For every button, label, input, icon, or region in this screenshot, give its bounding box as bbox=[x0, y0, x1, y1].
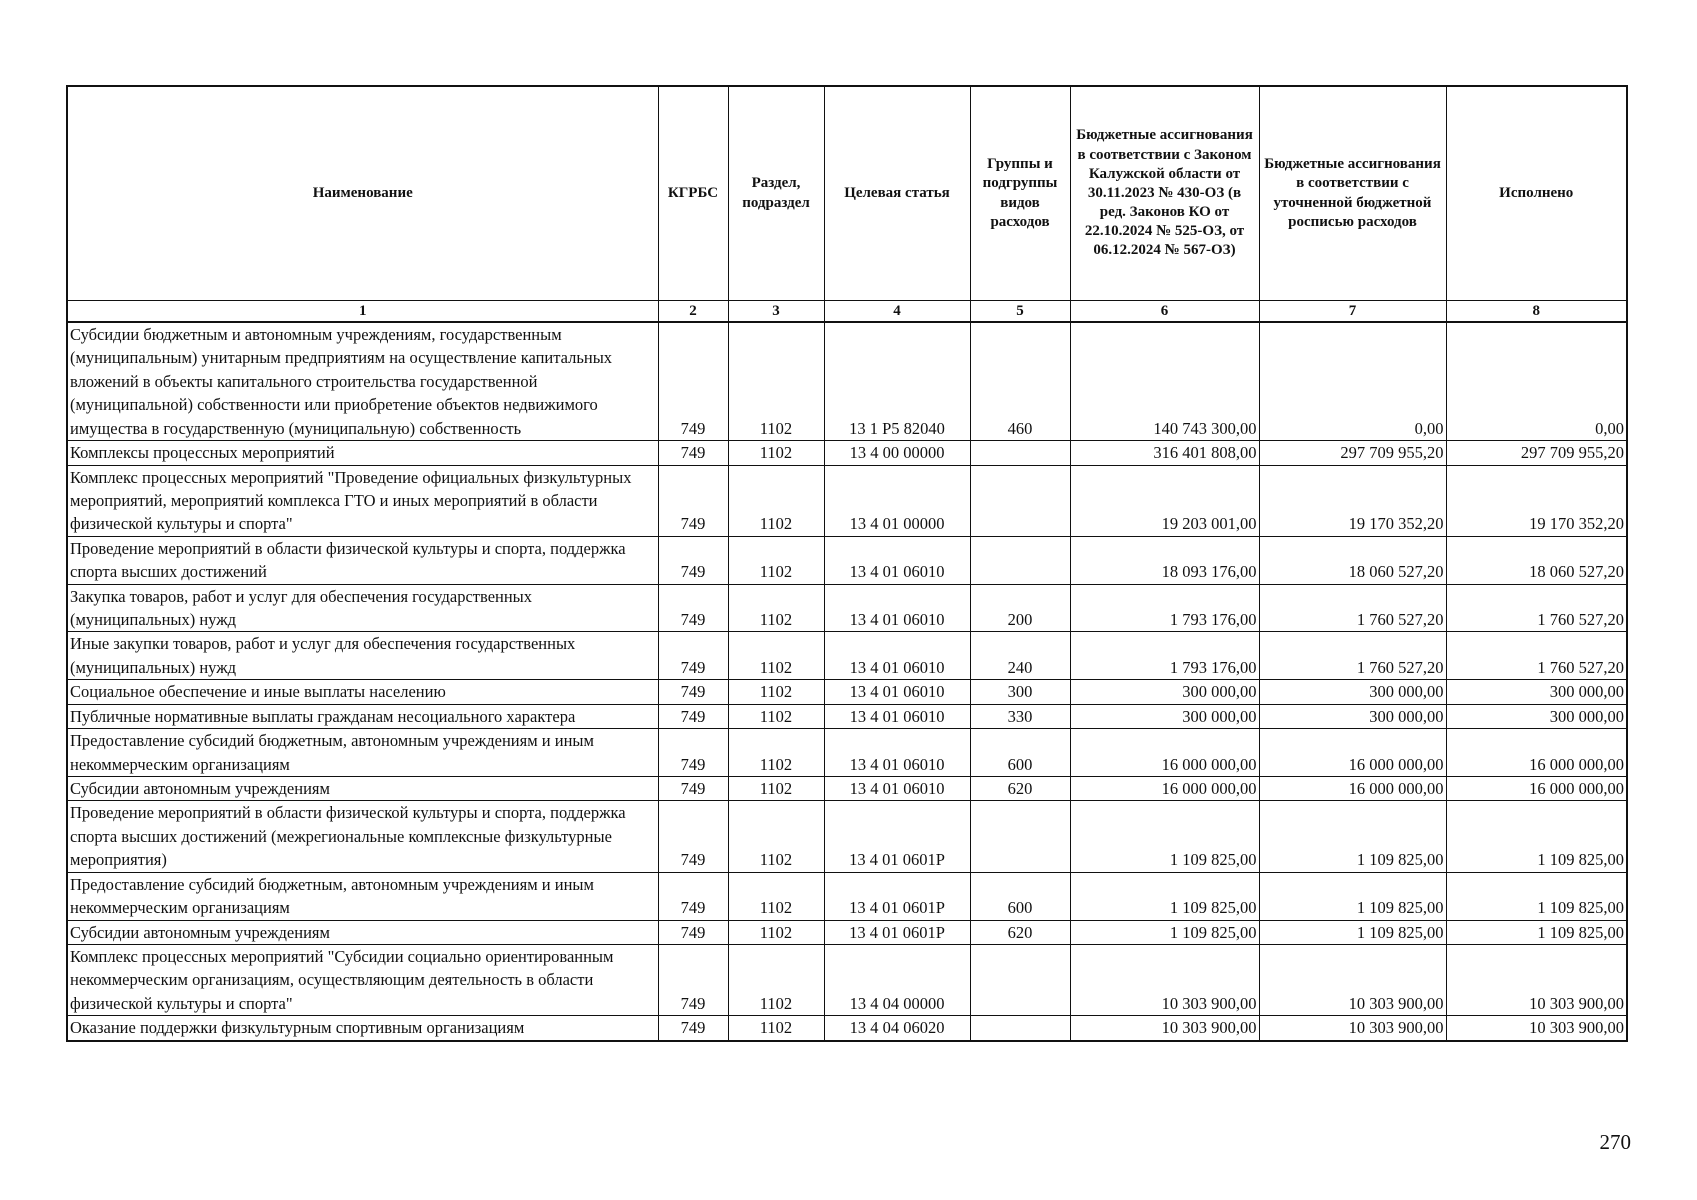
row-name: Публичные нормативные выплаты гражданам несоциального характера bbox=[67, 704, 658, 728]
row-roster-allocation: 1 109 825,00 bbox=[1259, 872, 1446, 920]
row-expense-group bbox=[970, 536, 1070, 584]
page-number: 270 bbox=[1599, 1130, 1631, 1154]
row-expense-group bbox=[970, 465, 1070, 536]
column-number-row bbox=[67, 301, 1627, 323]
header-target-article: Целевая статья bbox=[824, 86, 970, 301]
row-law-allocation: 300 000,00 bbox=[1070, 680, 1259, 704]
row-law-allocation: 1 109 825,00 bbox=[1070, 920, 1259, 944]
column-number: 5 bbox=[970, 301, 1070, 323]
row-expense-group bbox=[970, 441, 1070, 465]
row-kgrbs: 749 bbox=[658, 872, 728, 920]
row-kgrbs: 749 bbox=[658, 777, 728, 801]
row-executed: 1 109 825,00 bbox=[1446, 801, 1627, 872]
table-row bbox=[67, 536, 1627, 584]
row-roster-allocation: 1 109 825,00 bbox=[1259, 920, 1446, 944]
row-expense-group: 330 bbox=[970, 704, 1070, 728]
row-roster-allocation: 297 709 955,20 bbox=[1259, 441, 1446, 465]
row-law-allocation: 140 743 300,00 bbox=[1070, 322, 1259, 441]
row-law-allocation: 1 109 825,00 bbox=[1070, 872, 1259, 920]
row-executed: 1 109 825,00 bbox=[1446, 872, 1627, 920]
row-name: Комплекс процессных мероприятий "Проведение официальных физкультурных мероприятий, мероприятий комплекса ГТО и иных мероприятий в области физической культуры и спорта" bbox=[67, 465, 658, 536]
row-law-allocation: 1 109 825,00 bbox=[1070, 801, 1259, 872]
row-expense-group: 300 bbox=[970, 680, 1070, 704]
row-executed: 1 760 527,20 bbox=[1446, 584, 1627, 632]
row-name: Субсидии бюджетным и автономным учреждениям, государственным (муниципальным) унитарным предприятиям на осуществление капитальных вложений в объекты капитального строительства государственной (муниципальной) собственности или приобретение объектов недвижимого имущества в государственную (муниципальную) собственность bbox=[67, 322, 658, 441]
row-law-allocation: 16 000 000,00 bbox=[1070, 729, 1259, 777]
row-section: 1102 bbox=[728, 920, 824, 944]
row-executed: 18 060 527,20 bbox=[1446, 536, 1627, 584]
row-section: 1102 bbox=[728, 704, 824, 728]
row-section: 1102 bbox=[728, 777, 824, 801]
row-target-article: 13 4 01 06010 bbox=[824, 584, 970, 632]
row-roster-allocation: 1 760 527,20 bbox=[1259, 584, 1446, 632]
row-section: 1102 bbox=[728, 872, 824, 920]
row-target-article: 13 4 04 00000 bbox=[824, 944, 970, 1015]
row-roster-allocation: 10 303 900,00 bbox=[1259, 944, 1446, 1015]
row-section: 1102 bbox=[728, 632, 824, 680]
row-section: 1102 bbox=[728, 1016, 824, 1041]
row-section: 1102 bbox=[728, 944, 824, 1015]
row-name: Субсидии автономным учреждениям bbox=[67, 777, 658, 801]
row-law-allocation: 1 793 176,00 bbox=[1070, 632, 1259, 680]
row-law-allocation: 10 303 900,00 bbox=[1070, 944, 1259, 1015]
row-kgrbs: 749 bbox=[658, 1016, 728, 1041]
row-roster-allocation: 300 000,00 bbox=[1259, 704, 1446, 728]
row-target-article: 13 4 01 06010 bbox=[824, 632, 970, 680]
row-law-allocation: 300 000,00 bbox=[1070, 704, 1259, 728]
row-executed: 16 000 000,00 bbox=[1446, 729, 1627, 777]
table-row bbox=[67, 322, 1627, 441]
row-executed: 297 709 955,20 bbox=[1446, 441, 1627, 465]
row-roster-allocation: 16 000 000,00 bbox=[1259, 777, 1446, 801]
row-expense-group bbox=[970, 1016, 1070, 1041]
row-name: Предоставление субсидий бюджетным, автономным учреждениям и иным некоммерческим организациям bbox=[67, 729, 658, 777]
row-law-allocation: 10 303 900,00 bbox=[1070, 1016, 1259, 1041]
row-section: 1102 bbox=[728, 729, 824, 777]
row-name: Проведение мероприятий в области физической культуры и спорта, поддержка спорта высших достижений bbox=[67, 536, 658, 584]
column-number: 4 bbox=[824, 301, 970, 323]
row-target-article: 13 4 04 06020 bbox=[824, 1016, 970, 1041]
row-kgrbs: 749 bbox=[658, 322, 728, 441]
table-row bbox=[67, 465, 1627, 536]
row-name: Комплексы процессных мероприятий bbox=[67, 441, 658, 465]
row-kgrbs: 749 bbox=[658, 729, 728, 777]
row-expense-group bbox=[970, 944, 1070, 1015]
header-expense-groups: Группы и подгруппы видов расходов bbox=[970, 86, 1070, 301]
row-kgrbs: 749 bbox=[658, 704, 728, 728]
row-kgrbs: 749 bbox=[658, 801, 728, 872]
row-target-article: 13 4 01 06010 bbox=[824, 680, 970, 704]
row-expense-group: 200 bbox=[970, 584, 1070, 632]
header-name: Наименование bbox=[67, 86, 658, 301]
row-law-allocation: 19 203 001,00 bbox=[1070, 465, 1259, 536]
row-executed: 19 170 352,20 bbox=[1446, 465, 1627, 536]
row-law-allocation: 18 093 176,00 bbox=[1070, 536, 1259, 584]
column-number: 6 bbox=[1070, 301, 1259, 323]
row-name: Субсидии автономным учреждениям bbox=[67, 920, 658, 944]
row-roster-allocation: 1 760 527,20 bbox=[1259, 632, 1446, 680]
column-number: 7 bbox=[1259, 301, 1446, 323]
table-row bbox=[67, 920, 1627, 944]
row-roster-allocation: 18 060 527,20 bbox=[1259, 536, 1446, 584]
row-expense-group: 240 bbox=[970, 632, 1070, 680]
row-roster-allocation: 0,00 bbox=[1259, 322, 1446, 441]
row-name: Проведение мероприятий в области физической культуры и спорта, поддержка спорта высших достижений (межрегиональные комплексные физкультурные мероприятия) bbox=[67, 801, 658, 872]
row-section: 1102 bbox=[728, 322, 824, 441]
row-name: Комплекс процессных мероприятий "Субсидии социально ориентированным некоммерческим организациям, осуществляющим деятельность в области физической культуры и спорта" bbox=[67, 944, 658, 1015]
row-section: 1102 bbox=[728, 584, 824, 632]
header-law-allocations: Бюджетные ассигнования в соответствии с Законом Калужской области от 30.11.2023 № 430-ОЗ (в ред. Законов КО от 22.10.2024 № 525-ОЗ, от 06.12.2024 № 567-ОЗ) bbox=[1070, 86, 1259, 301]
row-name: Иные закупки товаров, работ и услуг для обеспечения государственных (муниципальных) нужд bbox=[67, 632, 658, 680]
column-number: 3 bbox=[728, 301, 824, 323]
budget-table bbox=[66, 85, 1628, 1042]
row-expense-group: 460 bbox=[970, 322, 1070, 441]
table-row bbox=[67, 872, 1627, 920]
table-row bbox=[67, 729, 1627, 777]
row-kgrbs: 749 bbox=[658, 632, 728, 680]
header-executed: Исполнено bbox=[1446, 86, 1627, 301]
row-roster-allocation: 16 000 000,00 bbox=[1259, 729, 1446, 777]
row-target-article: 13 4 01 06010 bbox=[824, 729, 970, 777]
row-target-article: 13 4 01 06010 bbox=[824, 704, 970, 728]
row-kgrbs: 749 bbox=[658, 680, 728, 704]
row-law-allocation: 1 793 176,00 bbox=[1070, 584, 1259, 632]
row-target-article: 13 4 01 0601P bbox=[824, 920, 970, 944]
row-executed: 1 109 825,00 bbox=[1446, 920, 1627, 944]
row-kgrbs: 749 bbox=[658, 441, 728, 465]
column-number: 1 bbox=[67, 301, 658, 323]
row-executed: 300 000,00 bbox=[1446, 704, 1627, 728]
row-section: 1102 bbox=[728, 536, 824, 584]
row-target-article: 13 4 01 00000 bbox=[824, 465, 970, 536]
row-target-article: 13 1 P5 82040 bbox=[824, 322, 970, 441]
row-expense-group: 600 bbox=[970, 729, 1070, 777]
row-expense-group: 600 bbox=[970, 872, 1070, 920]
row-section: 1102 bbox=[728, 801, 824, 872]
row-executed: 10 303 900,00 bbox=[1446, 1016, 1627, 1041]
table-body bbox=[67, 322, 1627, 1041]
row-expense-group bbox=[970, 801, 1070, 872]
row-target-article: 13 4 01 0601P bbox=[824, 872, 970, 920]
table-row bbox=[67, 801, 1627, 872]
row-section: 1102 bbox=[728, 465, 824, 536]
row-executed: 1 760 527,20 bbox=[1446, 632, 1627, 680]
header-kgrbs: КГРБС bbox=[658, 86, 728, 301]
row-law-allocation: 316 401 808,00 bbox=[1070, 441, 1259, 465]
column-number: 2 bbox=[658, 301, 728, 323]
header-roster-allocations: Бюджетные ассигнования в соответствии с уточненной бюджетной росписью расходов bbox=[1259, 86, 1446, 301]
row-target-article: 13 4 01 06010 bbox=[824, 777, 970, 801]
table-row bbox=[67, 632, 1627, 680]
row-name: Оказание поддержки физкультурным спортивным организациям bbox=[67, 1016, 658, 1041]
table-row bbox=[67, 944, 1627, 1015]
row-kgrbs: 749 bbox=[658, 584, 728, 632]
row-name: Социальное обеспечение и иные выплаты населению bbox=[67, 680, 658, 704]
row-executed: 16 000 000,00 bbox=[1446, 777, 1627, 801]
row-executed: 300 000,00 bbox=[1446, 680, 1627, 704]
row-name: Закупка товаров, работ и услуг для обеспечения государственных (муниципальных) нужд bbox=[67, 584, 658, 632]
row-section: 1102 bbox=[728, 680, 824, 704]
row-expense-group: 620 bbox=[970, 920, 1070, 944]
row-roster-allocation: 19 170 352,20 bbox=[1259, 465, 1446, 536]
header-row bbox=[67, 86, 1627, 301]
row-section: 1102 bbox=[728, 441, 824, 465]
header-section: Раздел, подраздел bbox=[728, 86, 824, 301]
table-row bbox=[67, 584, 1627, 632]
row-kgrbs: 749 bbox=[658, 944, 728, 1015]
row-target-article: 13 4 01 0601P bbox=[824, 801, 970, 872]
table-row bbox=[67, 680, 1627, 704]
row-target-article: 13 4 01 06010 bbox=[824, 536, 970, 584]
row-kgrbs: 749 bbox=[658, 465, 728, 536]
table-row bbox=[67, 704, 1627, 728]
row-roster-allocation: 1 109 825,00 bbox=[1259, 801, 1446, 872]
row-name: Предоставление субсидий бюджетным, автономным учреждениям и иным некоммерческим организациям bbox=[67, 872, 658, 920]
row-expense-group: 620 bbox=[970, 777, 1070, 801]
row-kgrbs: 749 bbox=[658, 536, 728, 584]
row-executed: 0,00 bbox=[1446, 322, 1627, 441]
row-kgrbs: 749 bbox=[658, 920, 728, 944]
table-row bbox=[67, 777, 1627, 801]
table-row bbox=[67, 1016, 1627, 1041]
row-roster-allocation: 10 303 900,00 bbox=[1259, 1016, 1446, 1041]
row-executed: 10 303 900,00 bbox=[1446, 944, 1627, 1015]
row-law-allocation: 16 000 000,00 bbox=[1070, 777, 1259, 801]
row-roster-allocation: 300 000,00 bbox=[1259, 680, 1446, 704]
row-target-article: 13 4 00 00000 bbox=[824, 441, 970, 465]
column-number: 8 bbox=[1446, 301, 1627, 323]
table-row bbox=[67, 441, 1627, 465]
